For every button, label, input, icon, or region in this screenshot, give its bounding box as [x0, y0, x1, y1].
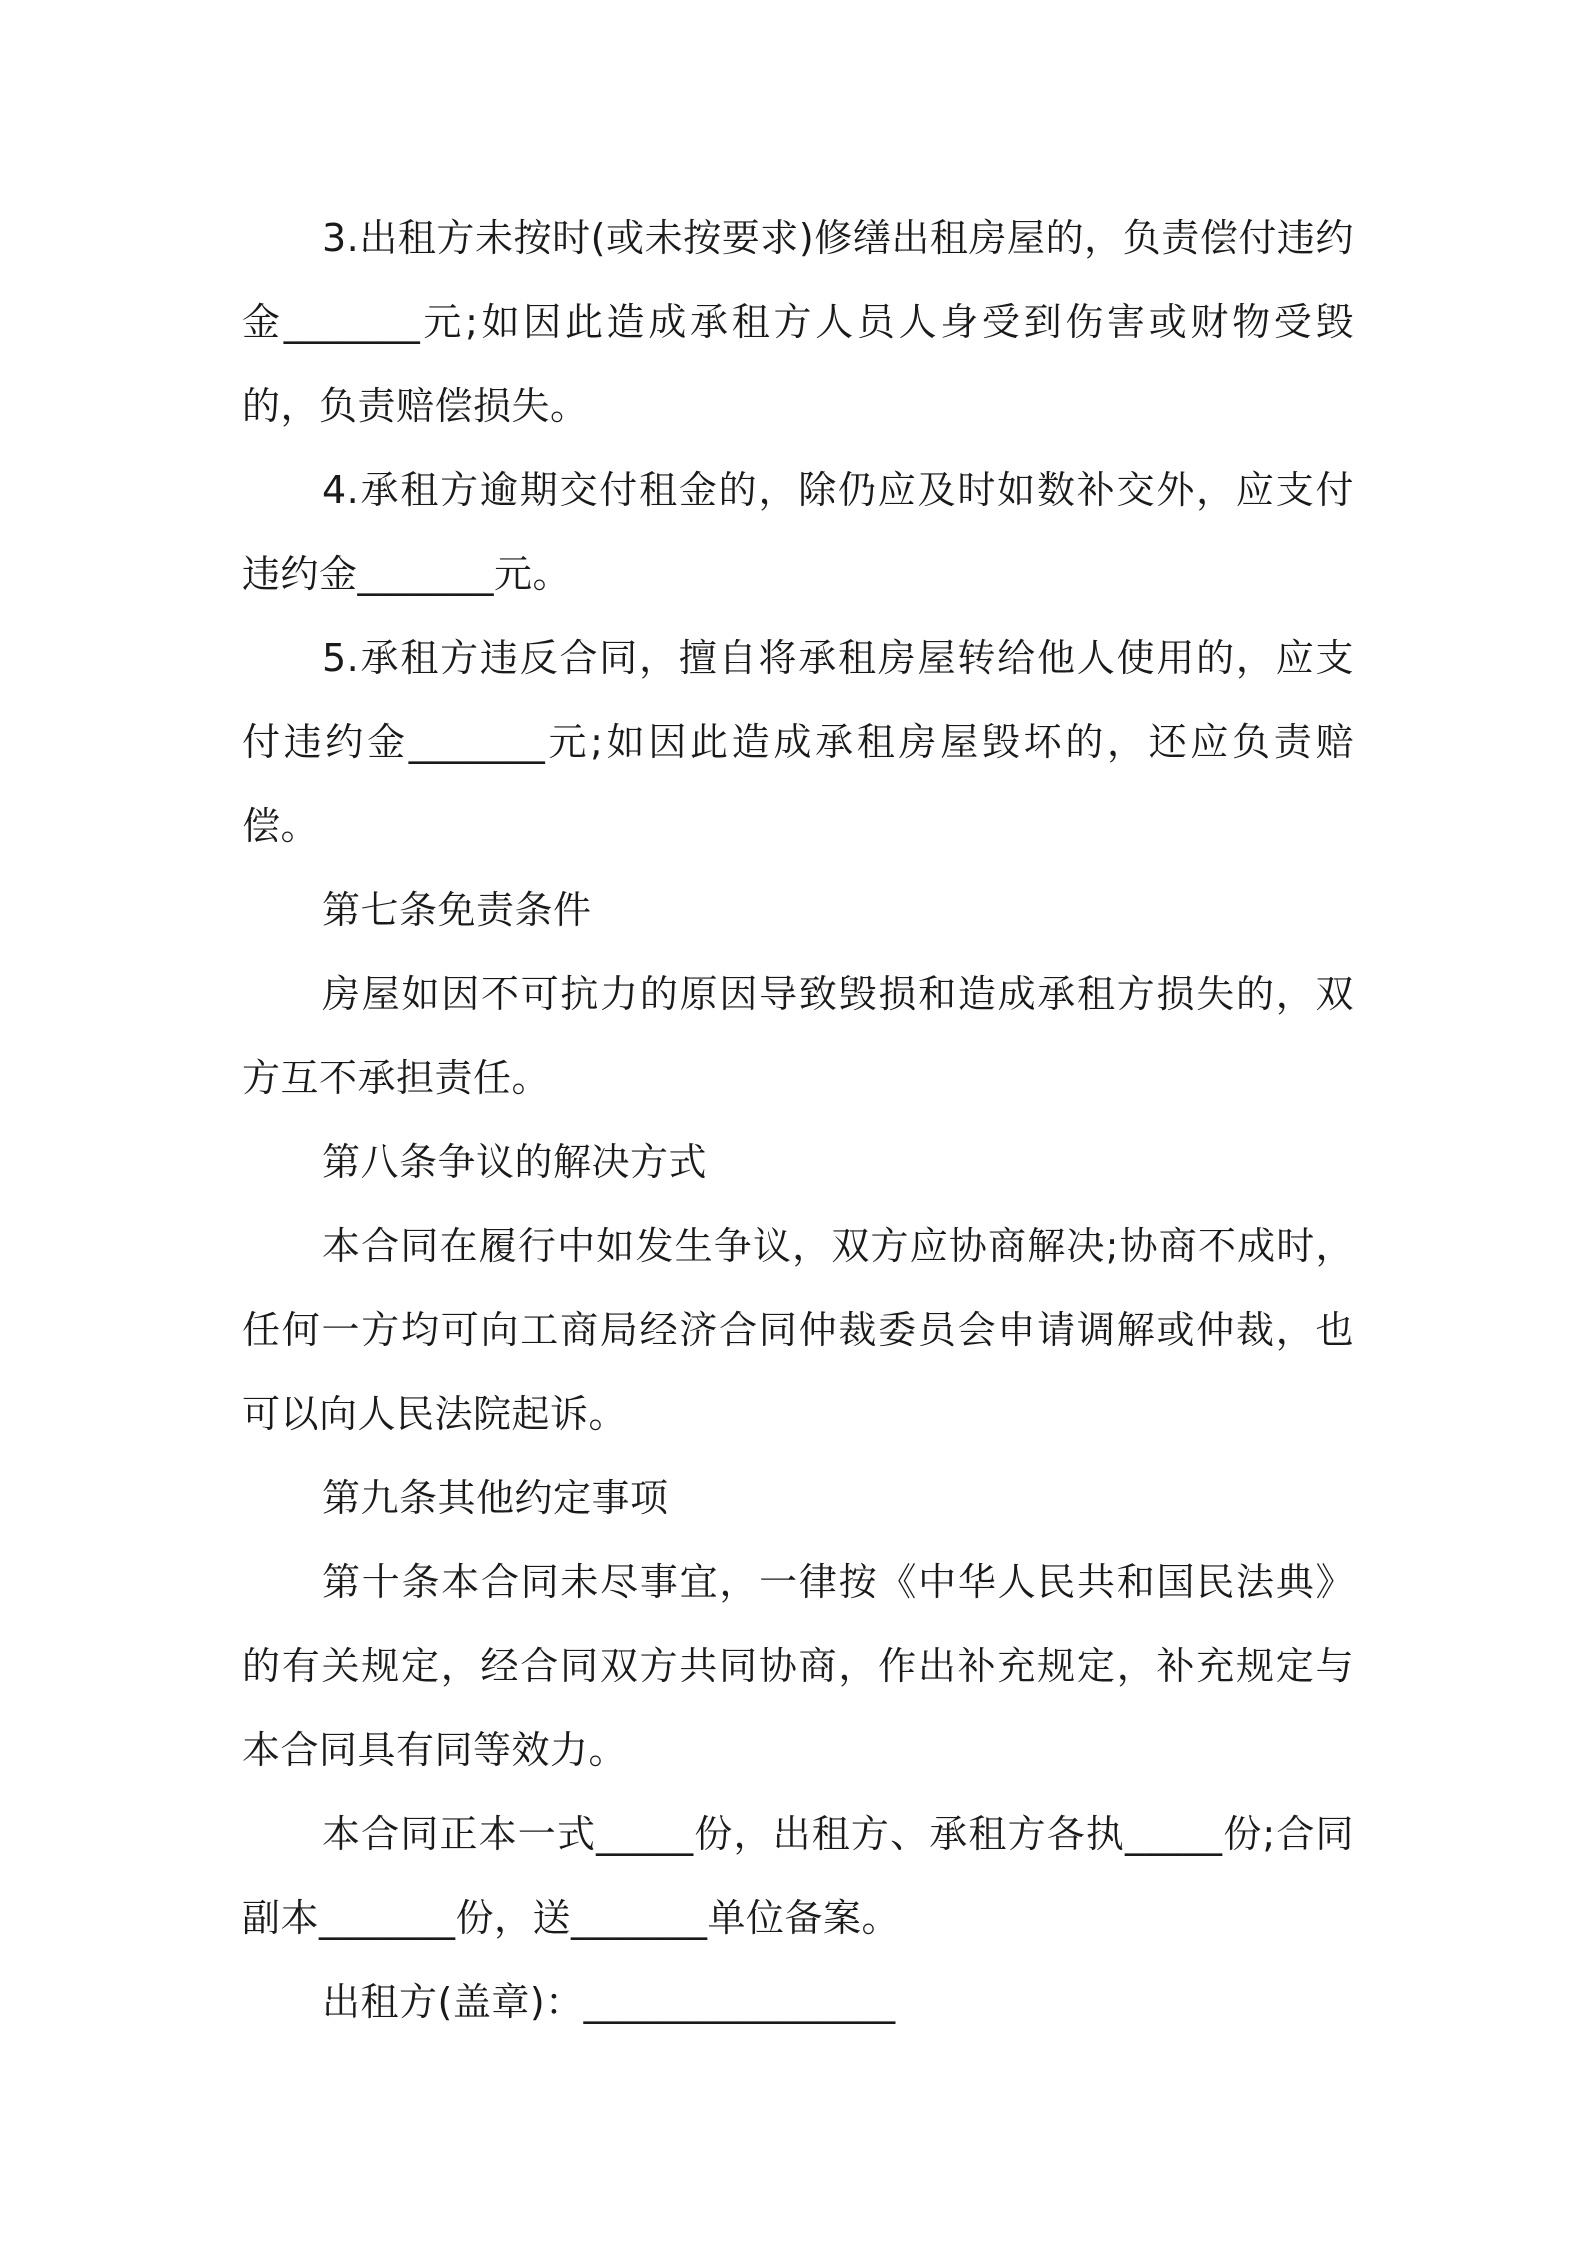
article-8-heading: 第八条争议的解决方式 — [322, 1140, 708, 1184]
article-10-paragraph: 第十条本合同未尽事宜，一律按《中华人民共和国民法典》的有关规定，经合同双方共同协商，作出补充规定，补充规定与本合同具有同等效力。 — [242, 1560, 1354, 1772]
clause-4-paragraph: 4.承租方逾期交付租金的，除仍应及时如数补交外，应支付违约金_______元。 — [242, 468, 1354, 596]
lessor-signature-line: 出租方(盖章)：________________ — [322, 1980, 896, 2024]
article-7-heading: 第七条免责条件 — [322, 888, 592, 932]
article-8-paragraph: 本合同在履行中如发生争议，双方应协商解决;协商不成时，任何一方均可向工商局经济合同仲裁委员会申请调解或仲裁，也可以向人民法院起诉。 — [242, 1224, 1354, 1436]
article-7-paragraph: 房屋如因不可抗力的原因导致毁损和造成承租方损失的，双方互不承担责任。 — [242, 972, 1354, 1100]
copies-paragraph: 本合同正本一式_____份，出租方、承租方各执_____份;合同副本_______份，送_______单位备案。 — [242, 1812, 1354, 1940]
clause-3-paragraph: 3.出租方未按时(或未按要求)修缮出租房屋的，负责偿付违约金_______元;如因此造成承租方人员人身受到伤害或财物受毁的，负责赔偿损失。 — [242, 216, 1354, 428]
contract-body — [242, 196, 1354, 2044]
clause-5-paragraph: 5.承租方违反合同，擅自将承租房屋转给他人使用的，应支付违约金_______元;如因此造成承租房屋毁坏的，还应负责赔偿。 — [242, 636, 1354, 848]
article-9-heading: 第九条其他约定事项 — [322, 1476, 669, 1520]
